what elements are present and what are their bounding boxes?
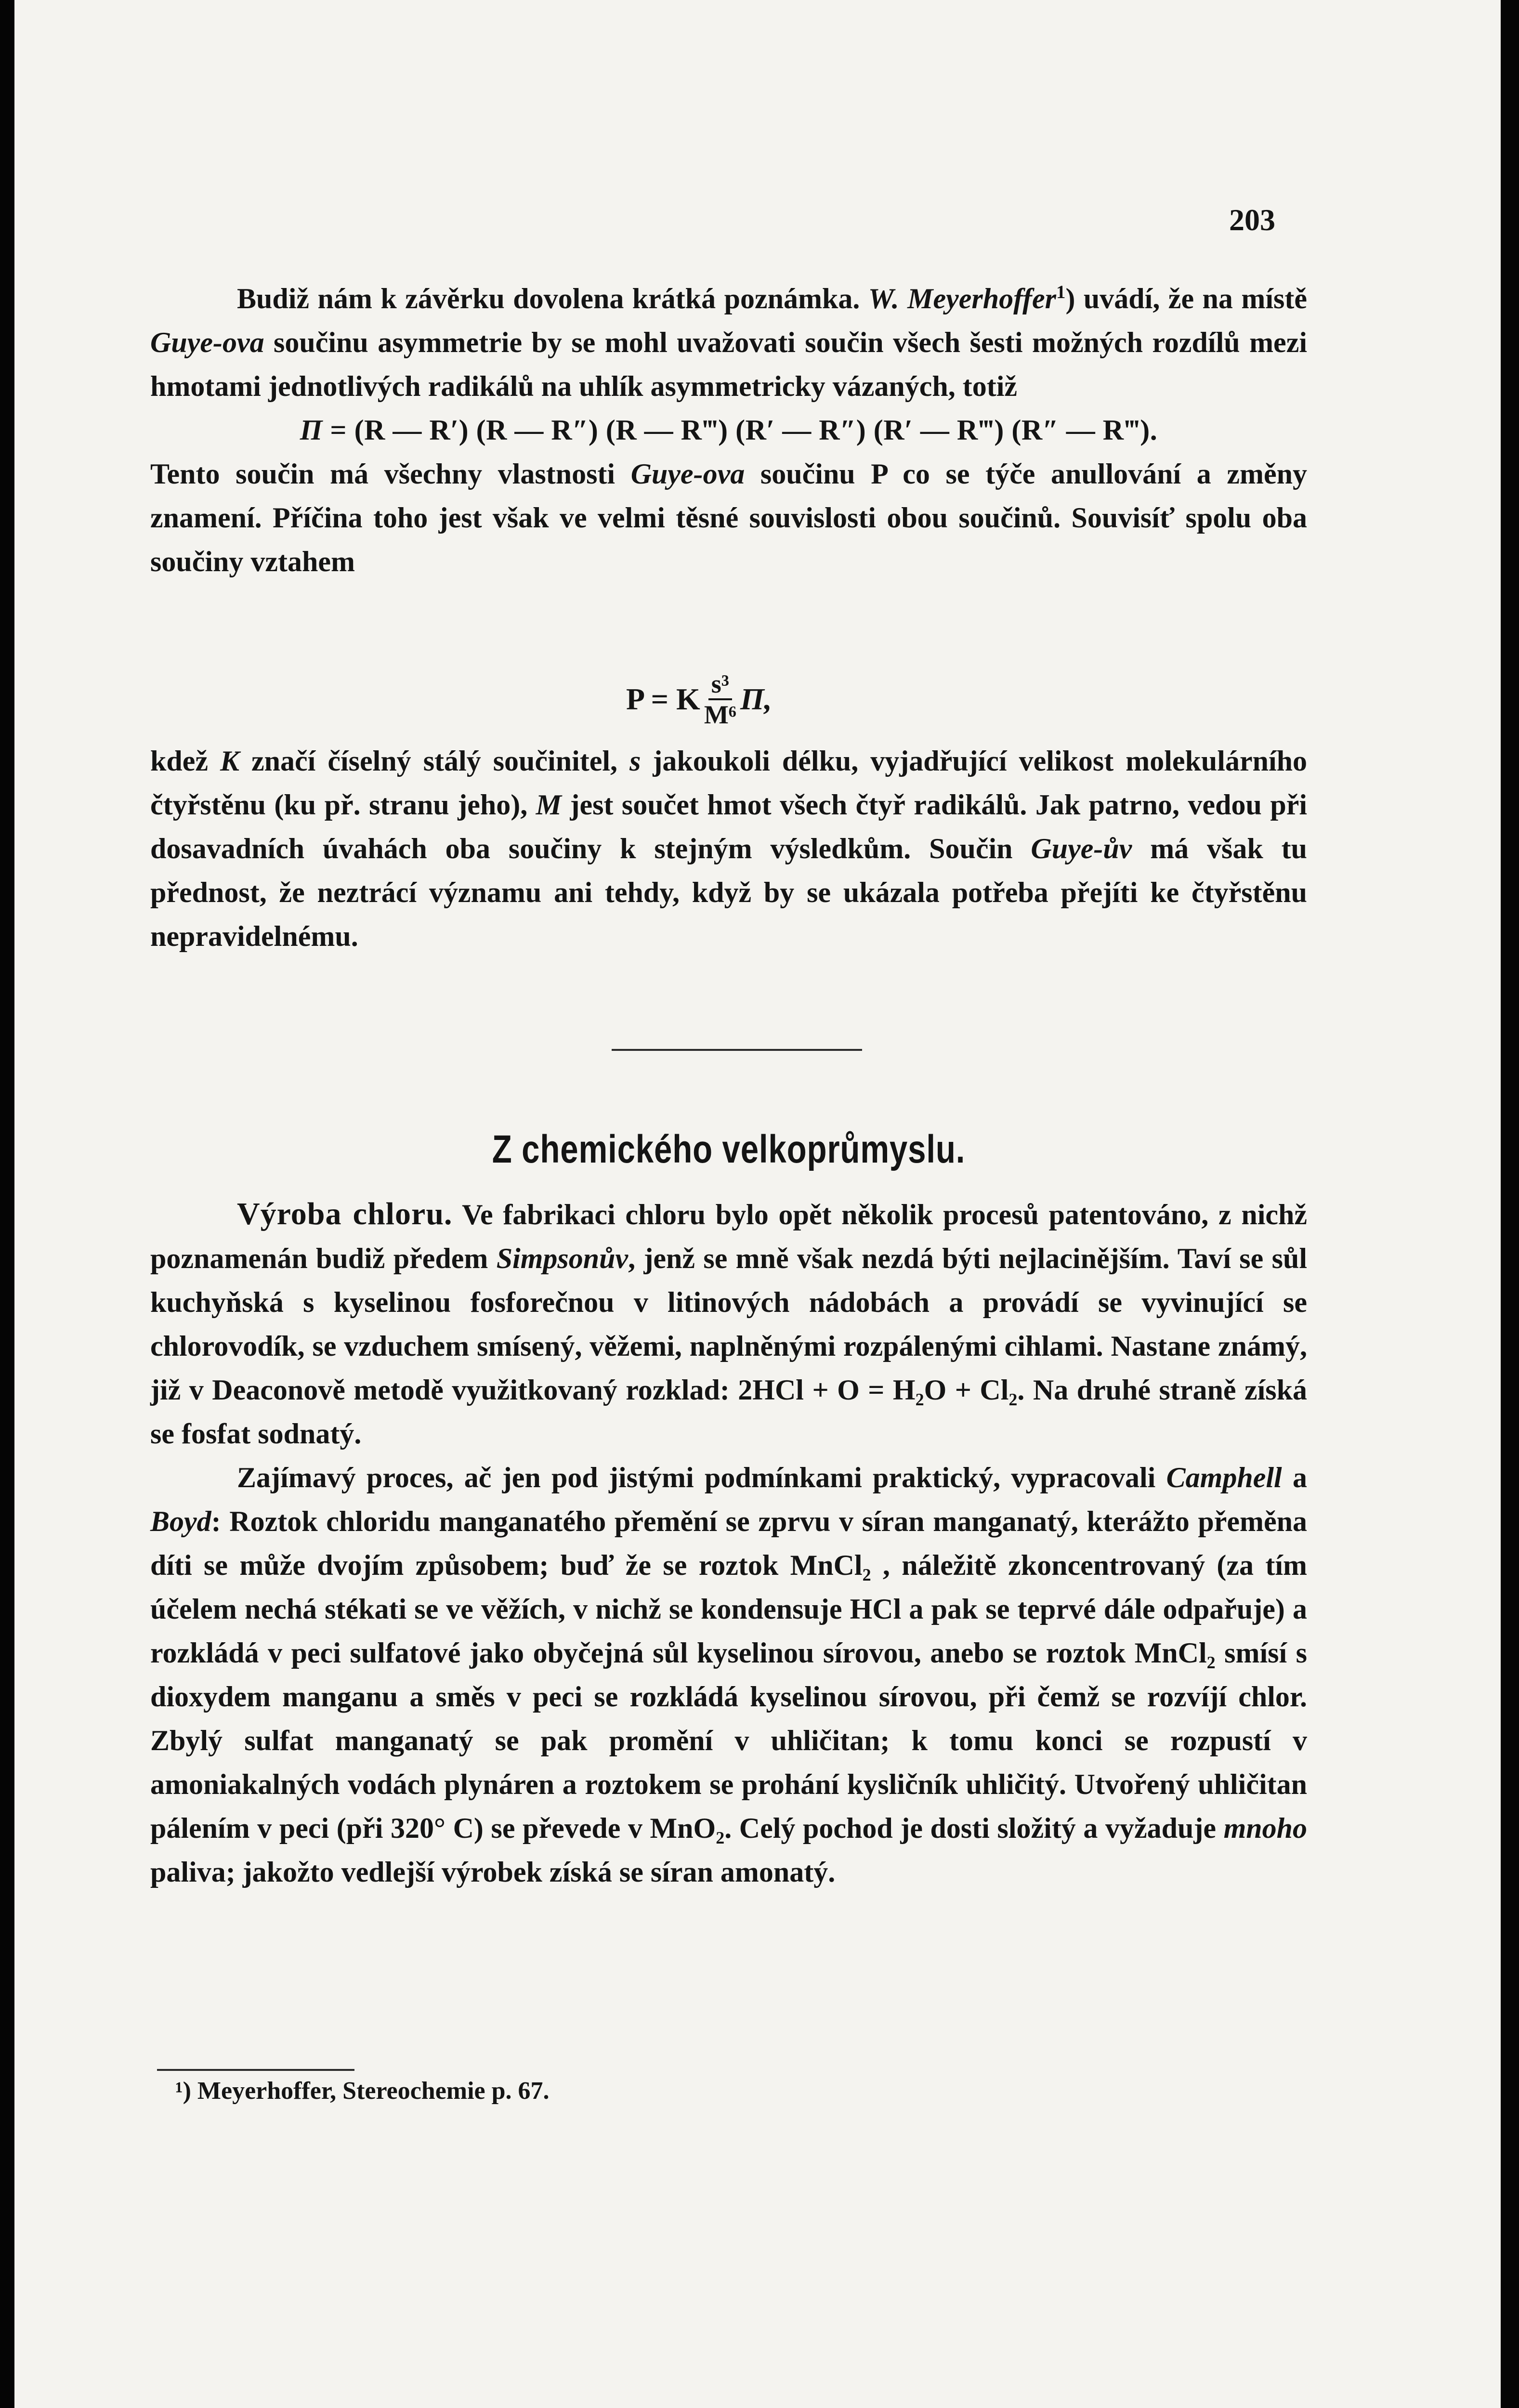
scan-border-left	[0, 0, 14, 2408]
footnote-rule	[157, 2069, 354, 2071]
section-heading: Z chemického velkoprůmyslu.	[492, 1127, 966, 1171]
formula-pi	[150, 408, 1307, 452]
guye-term: Guye-ova	[630, 458, 745, 490]
boyd-name: Boyd	[150, 1505, 211, 1537]
page-number: 203	[1229, 203, 1275, 237]
text-block-middle	[150, 739, 1307, 958]
fraction-denominator: M⁶	[704, 700, 736, 729]
formula-rhs: Π,	[740, 682, 772, 716]
author-name: W. Meyerhoffer	[868, 283, 1056, 314]
pi-symbol: Π	[300, 414, 323, 446]
pi-expression: = (R — R′) (R — R″) (R — R‴) (R′ — R″) (R′ — R‴) (R″ — R‴).	[330, 414, 1158, 446]
guye-term: Guye-ova	[150, 327, 264, 358]
section-divider	[612, 1049, 862, 1051]
fraction	[704, 669, 736, 729]
paragraph-chlorine: Výroba chloru. Ve fabrikaci chloru bylo opět několik procesů patentováno, z nichž poznamenán budiž předem Simpsonův, jenž se mně však nezdá býti nejlacinějším. Taví se sůl kuchyňská s kyselinou fosforečnou v litinových nádobách a provádí se vyvinující se chlorovodík, se vzduchem smísený, věžemi, naplněnými rozpálenými cihlami. Nastane známý, již v Deaconově metodě využitkovaný rozklad: 2HCl + O = H₂O + Cl₂. Na druhé straně získá se fosfat sodnatý.	[150, 1196, 1308, 1450]
reaction-equation: 2HCl + O = H₂O + Cl₂.	[738, 1374, 1025, 1406]
scan-border-right	[1501, 0, 1519, 2408]
guye-term: Guye-ův	[1031, 833, 1132, 864]
paragraph-meyerhoffer: Budiž nám k závěrku dovolena krátká poznámka. W. Meyerhoffer$^1$) uvádí, že na místě Guye-ova součinu asymmetrie by se mohl uvažovati součin všech šesti možných rozdílů mezi hmotami jednotlivých radikálů na uhlík asymmetricky vázaných, totiž	[150, 282, 1307, 402]
footnote-text: Meyerhoffer, Stereochemie p. 67.	[191, 2077, 550, 2105]
emphasis-mnoho: mnoho	[1223, 1812, 1307, 1844]
footnote-ref: 1	[1056, 282, 1066, 302]
campbell-name: Camphell	[1166, 1462, 1282, 1493]
formula-lhs: P = K	[626, 682, 700, 716]
simpson-term: Simpsonův	[496, 1243, 629, 1274]
footnote	[175, 2077, 550, 2105]
fraction-numerator: s³	[708, 669, 732, 700]
formula-relation	[626, 669, 772, 729]
paragraph-campbell-boyd: Zajímavý proces, ač jen pod jistými podmínkami praktický, vypracovali Camphell a Boyd: Roztok chloridu manganatého přemění se zprvu v síran manganatý, kterážto přeměna díti se může dvojím způsobem; buď že se roztok MnCl₂ , náležitě zkoncentrovaný (za tím účelem nechá stékati se ve věžích, v nichž se kondensuje HCl a pak se teprvé dále odpařuje) a rozkládá v peci sulfatové jako obyčejná sůl kyselinou sírovou, anebo se roztok MnCl₂ smísí s dioxydem manganu a směs v peci se rozkládá kyselinou sírovou, při čemž se rozvíjí chlor. Zbylý sulfat manganatý se pak promění v uhličitan; k tomu konci se rozpustí v amoniakalných vodách plynáren a roztokem se prohání kysličník uhličitý. Utvořený uhličitan pálením v peci (při 320° C) se převede v MnO₂. Celý pochod je dosti složitý a vyžaduje mnoho paliva; jakožto vedlejší výrobek získá se síran amonatý.	[150, 1462, 1307, 1888]
text-block-top	[150, 277, 1307, 584]
paragraph-product-properties: Tento součin má všechny vlastnosti Guye-ova součinu P co se týče anullování a změny znamení. Příčina toho jest však ve velmi těsné souvislosti obou součinů. Souvisíť spolu oba součiny vztahem	[150, 458, 1307, 577]
run-in-heading: Výroba chloru.	[237, 1196, 453, 1231]
text-block-bottom	[150, 1192, 1307, 1894]
paragraph-definitions: kdež K značí číselný stálý součinitel, s jakoukoli délku, vyjadřující velikost molekulárního čtyřstěnu (ku př. stranu jeho), M jest součet hmot všech čtyř radikálů. Jak patrno, vedou při dosavadních úvahách oba součiny k stejným výsledkům. Součin Guye-ův má však tu přednost, že neztrácí významu ani tehdy, když by se ukázala potřeba přejíti ke čtyřstěnu nepravidelnému.	[150, 745, 1307, 952]
book-page	[14, 0, 1501, 2408]
footnote-mark: ¹)	[175, 2077, 191, 2105]
